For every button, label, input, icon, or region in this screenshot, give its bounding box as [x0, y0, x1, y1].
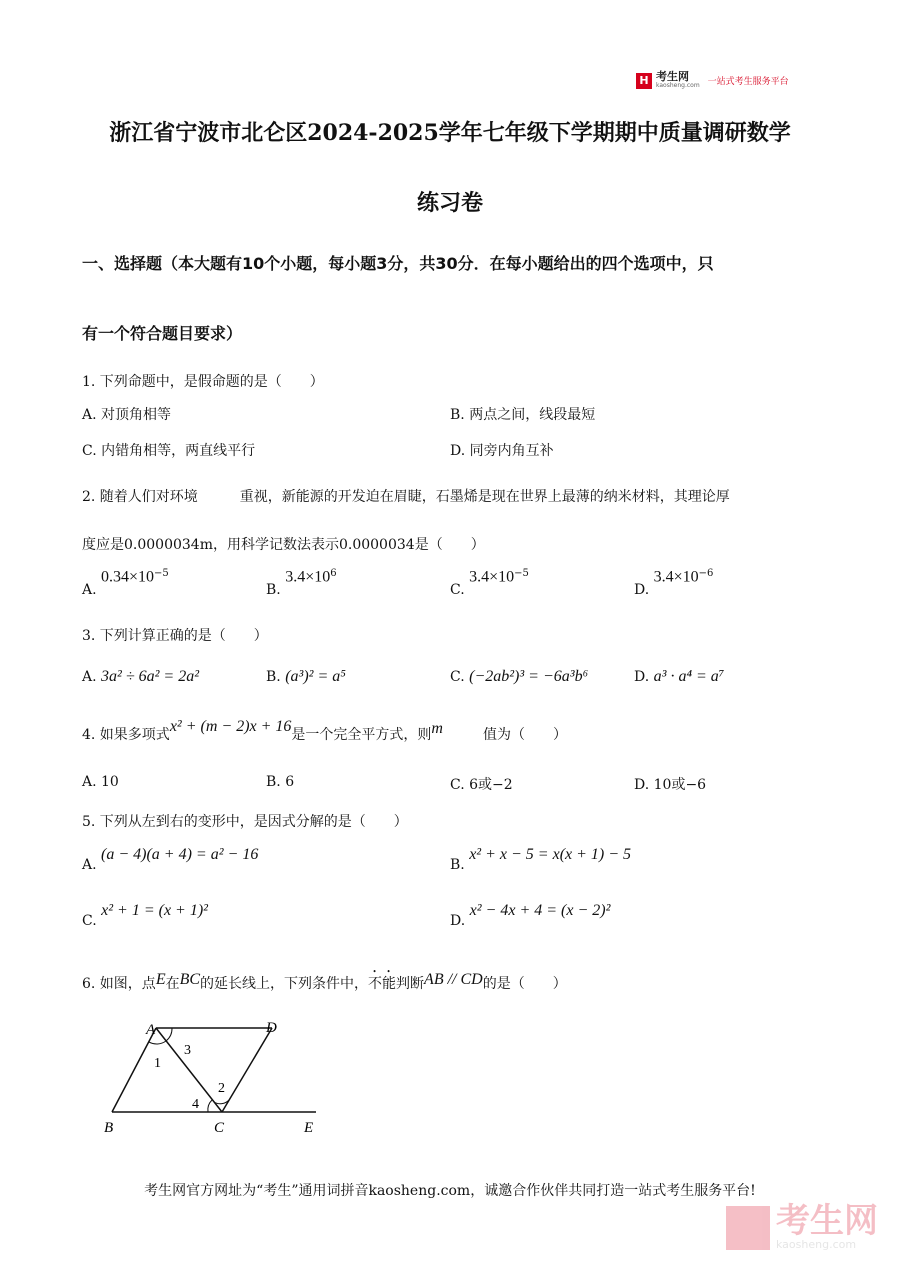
watermark-logo-icon	[726, 1206, 770, 1250]
question-3-stem: 3. 下列计算正确的是（ ）	[82, 628, 268, 644]
question-3-option-a: A. 3a² ÷ 6a² = 2a²	[82, 668, 199, 685]
watermark: 考生网 kaosheng.com	[726, 1204, 878, 1251]
angle-arc-1	[149, 1041, 166, 1044]
question-2-option-c: C. $3.4\times 10^{-5}$	[450, 568, 529, 598]
label-angle-2: 2	[218, 1081, 225, 1096]
label-angle-4: 4	[192, 1097, 199, 1112]
question-4-option-d: D. 10或−6	[634, 777, 707, 793]
section-heading-line1: 一、选择题（本大题有10个小题，每小题3分，共30分．在每小题给出的四个选项中，只	[82, 254, 714, 273]
label-b: B	[104, 1120, 114, 1136]
question-1-option-a: A. 对顶角相等	[82, 407, 172, 423]
question-3-option-b: B. (a³)² = a⁵	[266, 668, 346, 685]
footer-text: 考生网官方网址为“考生”通用词拼音kaosheng.com，诚邀合作伙伴共同打造一站式考生服务平台!	[144, 1183, 756, 1199]
question-1-option-b: B. 两点之间，线段最短	[450, 407, 596, 423]
question-5-option-c: C. x² + 1 = (x + 1)²	[82, 902, 208, 929]
line-dc	[222, 1028, 272, 1112]
label-e: E	[304, 1120, 314, 1136]
question-5-option-a: A. (a − 4)(a + 4) = a² − 16	[82, 846, 259, 873]
label-d: D	[266, 1020, 277, 1036]
angle-arc-3	[166, 1028, 172, 1041]
question-1-option-c: C. 内错角相等，两直线平行	[82, 443, 256, 459]
question-5-stem: 5. 下列从左到右的变形中，是因式分解的是（ ）	[82, 814, 408, 830]
question-2-option-b: B. $3.4\times 10^6$	[266, 568, 337, 598]
question-3-option-d: D. a³ · a⁴ = a⁷	[634, 668, 725, 685]
question-2-option-a: A. $0.34\times 10^{-5}$	[82, 568, 169, 598]
question-2-stem-line2: 度应是0.0000034m，用科学记数法表示0.0000034是（ ）	[82, 537, 485, 553]
question-2-stem-line1: 2. 随着人们对环境 重视，新能源的开发迫在眉睫，石墨烯是现在世界上最薄的纳米材料，其理论厚	[82, 489, 730, 505]
page-title-line1: 浙江省宁波市北仑区2024-2025学年七年级下学期期中质量调研数学	[109, 120, 791, 146]
geometry-figure	[96, 1012, 336, 1142]
question-1-stem: 1. 下列命题中，是假命题的是（ ）	[82, 374, 324, 390]
section-heading-line2: 有一个符合题目要求）	[82, 324, 243, 343]
label-a: A	[146, 1022, 156, 1038]
question-5-option-d: D. x² − 4x + 4 = (x − 2)²	[450, 902, 611, 929]
label-c: C	[214, 1120, 225, 1136]
question-5-option-b: B. x² + x − 5 = x(x + 1) − 5	[450, 846, 632, 873]
label-angle-3: 3	[184, 1043, 191, 1058]
question-4-stem: 4. 如果多项式x² + (m − 2)x + 16是一个完全平方式，则m 值为（ ）	[82, 718, 567, 743]
question-2-option-d: D. $3.4\times 10^{-6}$	[634, 568, 714, 598]
header-logo	[636, 72, 789, 89]
label-angle-1: 1	[154, 1056, 161, 1071]
question-4-option-c: C. 6或−2	[450, 777, 513, 793]
logo-icon: H	[636, 73, 652, 89]
question-4-option-a: A. 10	[82, 774, 119, 790]
question-6-stem: 6. 如图，点E在BC的延长线上，下列条件中，不能判断AB // CD的是（ ）	[82, 971, 567, 992]
header-slogan: 一站式考生服务平台	[707, 77, 789, 87]
question-1-option-d: D. 同旁内角互补	[450, 443, 554, 459]
logo-text: 考生网 kaosheng.com	[656, 70, 700, 89]
angle-arc-4	[208, 1100, 212, 1112]
line-ab	[112, 1028, 156, 1112]
page-title-line2: 练习卷	[416, 190, 483, 216]
question-3-option-c: C. (−2ab²)³ = −6a³b⁶	[450, 668, 589, 685]
question-4-option-b: B. 6	[266, 774, 295, 790]
